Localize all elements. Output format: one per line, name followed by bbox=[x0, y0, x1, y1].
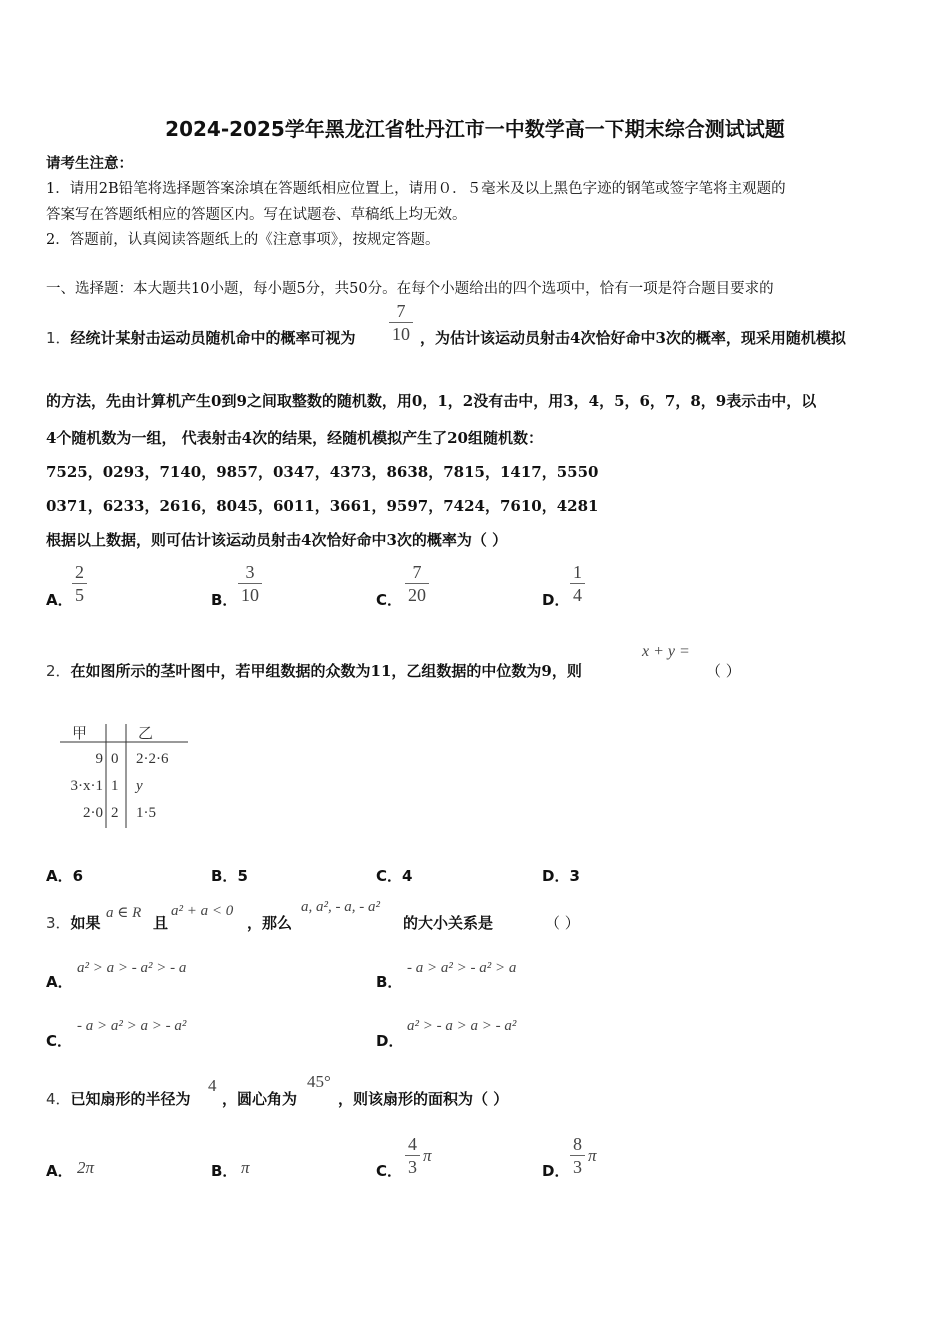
question-1-line-3: 4个随机数为一组， 代表射击4次的结果，经随机模拟产生了20组随机数： bbox=[46, 429, 543, 447]
notice-line-1a: 1．请用2B铅笔将选择题答案涂填在答题纸相应位置上，请用０．５毫米及以上黑色字迹的钢笔或签字笔将主观题的 bbox=[46, 181, 786, 197]
fraction-denominator: 3 bbox=[405, 1155, 420, 1178]
stem-leaf-row-stem: 0 bbox=[111, 751, 119, 767]
fraction-denominator: 10 bbox=[389, 322, 413, 345]
question-2-text: 在如图所示的茎叶图中，若甲组数据的众数为11，乙组数据的中位数为9，则 bbox=[70, 662, 582, 680]
q4-option-c-suffix: π bbox=[423, 1146, 432, 1165]
question-number: 1． bbox=[46, 329, 71, 347]
q4-option-c-fraction[interactable] bbox=[405, 1133, 420, 1178]
q3-option-a-label[interactable]: A． bbox=[46, 973, 73, 991]
q1-option-d-label[interactable]: D． bbox=[542, 591, 570, 609]
option-value: 4 bbox=[402, 867, 413, 885]
question-4-math-1: 4 bbox=[208, 1076, 217, 1095]
stem-leaf-row-left: 3·x·1 bbox=[70, 778, 103, 794]
fraction-numerator: 2 bbox=[75, 562, 84, 582]
q2-option-b[interactable] bbox=[211, 865, 248, 886]
question-1-text-a: 经统计某射击运动员随机命中的概率可视为 bbox=[70, 329, 356, 347]
q1-option-c-label[interactable]: C． bbox=[376, 591, 403, 609]
q4-option-b-label[interactable]: B． bbox=[211, 1162, 238, 1180]
notice-line-2: 2．答题前，认真阅读答题纸上的《注意事项》，按规定答题。 bbox=[46, 232, 440, 248]
q3-option-d-expr[interactable]: a² > - a > a > - a² bbox=[407, 1018, 517, 1034]
q3-option-b-expr[interactable]: - a > a² > - a² > a bbox=[407, 960, 517, 976]
stem-leaf-plot bbox=[50, 718, 195, 830]
stem-leaf-row-left: 2·0 bbox=[83, 805, 103, 821]
question-1-data-1: 7525，0293，7140，9857，0347，4373，8638，7815，1417，5550 bbox=[46, 463, 599, 481]
q4-option-a-expr[interactable]: 2π bbox=[77, 1158, 95, 1177]
question-number: 4． bbox=[46, 1090, 71, 1108]
option-value: 3 bbox=[569, 867, 580, 885]
q4-option-d-suffix: π bbox=[588, 1146, 597, 1165]
q4-option-d-label[interactable]: D． bbox=[542, 1162, 570, 1180]
fraction-denominator: 3 bbox=[570, 1155, 585, 1178]
option-label: D． bbox=[542, 867, 570, 885]
question-4-text-3: ，则该扇形的面积为（ ） bbox=[338, 1090, 509, 1108]
question-1-line-2: 的方法，先由计算机产生0到9之间取整数的随机数，用0，1，2没有击中，用3，4，5，6，7，8，9表示击中，以 bbox=[46, 392, 817, 410]
question-1-question: 根据以上数据，则可估计该运动员射击4次恰好命中3次的概率为（ ） bbox=[46, 531, 508, 549]
q1-option-a-label[interactable]: A． bbox=[46, 591, 73, 609]
q3-option-d-label[interactable]: D． bbox=[376, 1032, 404, 1050]
q2-option-c[interactable] bbox=[376, 865, 412, 886]
question-1-fraction bbox=[389, 300, 413, 345]
notice-line-1b: 答案写在答题纸相应的答题区内。写在试题卷、草稿纸上均无效。 bbox=[46, 207, 467, 223]
section-heading: 一、选择题：本大题共10小题，每小题5分，共50分。在每个小题给出的四个选项中，恰有一项是符合题目要求的 bbox=[46, 281, 774, 297]
fraction-numerator: 4 bbox=[408, 1134, 417, 1154]
question-4-math-2: 45° bbox=[307, 1072, 331, 1091]
q4-option-a-label[interactable]: A． bbox=[46, 1162, 73, 1180]
q3-option-c-label[interactable]: C． bbox=[46, 1032, 73, 1050]
option-label: C． bbox=[376, 867, 403, 885]
notice-heading: 请考生注意： bbox=[46, 155, 133, 172]
answer-paren: （ ） bbox=[545, 914, 580, 932]
q2-option-a[interactable] bbox=[46, 865, 83, 886]
question-1-data-2: 0371，6233，2616，8045，6011，3661，9597，7424，7610，4281 bbox=[46, 497, 599, 515]
fraction-numerator: 7 bbox=[396, 301, 406, 321]
question-1-line-1 bbox=[46, 327, 356, 348]
q1-option-d-fraction[interactable] bbox=[570, 561, 585, 606]
q1-option-b-fraction[interactable] bbox=[238, 561, 262, 606]
question-3-text-4: 的大小关系是 bbox=[403, 914, 494, 932]
question-3-math-3: a, a², - a, - a² bbox=[301, 899, 380, 915]
fraction-numerator: 7 bbox=[412, 562, 422, 582]
fraction-denominator: 4 bbox=[570, 583, 585, 606]
q2-option-d[interactable] bbox=[542, 865, 580, 886]
question-2-line bbox=[46, 660, 582, 681]
q3-option-b-label[interactable]: B． bbox=[376, 973, 403, 991]
stem-leaf-row-stem: 2 bbox=[111, 805, 119, 821]
q1-option-a-fraction[interactable] bbox=[72, 561, 87, 606]
page-title: 2024-2025学年黑龙江省牡丹江市一中数学高一下期末综合测试试题 bbox=[165, 117, 785, 141]
stem-leaf-header-right: 乙 bbox=[138, 726, 154, 742]
q3-option-a-expr[interactable]: a² > a > - a² > - a bbox=[77, 960, 187, 976]
option-label: A． bbox=[46, 867, 73, 885]
fraction-denominator: 10 bbox=[238, 583, 262, 606]
fraction-denominator: 20 bbox=[405, 583, 429, 606]
option-label: B． bbox=[211, 867, 238, 885]
question-3-math-1: a ∈ R bbox=[106, 905, 142, 921]
question-2-expression: x + y = bbox=[642, 643, 690, 660]
question-3-text-2: 且 bbox=[153, 914, 169, 932]
fraction-numerator: 1 bbox=[573, 562, 582, 582]
question-4-text-1: 已知扇形的半径为 bbox=[70, 1090, 191, 1108]
fraction-denominator: 5 bbox=[72, 583, 87, 606]
stem-leaf-row-right: 1·5 bbox=[136, 805, 156, 821]
stem-leaf-row-right: y bbox=[136, 778, 143, 794]
question-3-text-3: ，那么 bbox=[247, 914, 293, 932]
fraction-numerator: 8 bbox=[573, 1134, 582, 1154]
answer-paren: （ ） bbox=[706, 662, 741, 680]
question-3-math-2: a² + a < 0 bbox=[171, 903, 234, 919]
fraction-numerator: 3 bbox=[245, 562, 255, 582]
question-number: 3． bbox=[46, 914, 71, 932]
question-1-text-b: ，为估计该运动员射击4次恰好命中3次的概率，现采用随机模拟 bbox=[420, 329, 846, 347]
q4-option-c-label[interactable]: C． bbox=[376, 1162, 403, 1180]
question-4-start bbox=[46, 1088, 191, 1109]
q4-option-d-fraction[interactable] bbox=[570, 1133, 585, 1178]
stem-leaf-row-left: 9 bbox=[95, 751, 103, 767]
q4-option-b-expr[interactable]: π bbox=[241, 1158, 250, 1177]
stem-leaf-row-stem: 1 bbox=[111, 778, 119, 794]
question-number: 2． bbox=[46, 662, 71, 680]
stem-leaf-row-right: 2·2·6 bbox=[136, 751, 169, 767]
option-value: 6 bbox=[72, 867, 84, 885]
question-4-text-2: ，圆心角为 bbox=[222, 1090, 298, 1108]
question-3-start bbox=[46, 912, 101, 933]
option-value: 5 bbox=[237, 867, 248, 885]
q1-option-c-fraction[interactable] bbox=[405, 561, 429, 606]
q1-option-b-label[interactable]: B． bbox=[211, 591, 238, 609]
stem-leaf-header-left: 甲 bbox=[72, 726, 88, 742]
question-3-text-1: 如果 bbox=[70, 914, 101, 932]
q3-option-c-expr[interactable]: - a > a² > a > - a² bbox=[77, 1018, 187, 1034]
